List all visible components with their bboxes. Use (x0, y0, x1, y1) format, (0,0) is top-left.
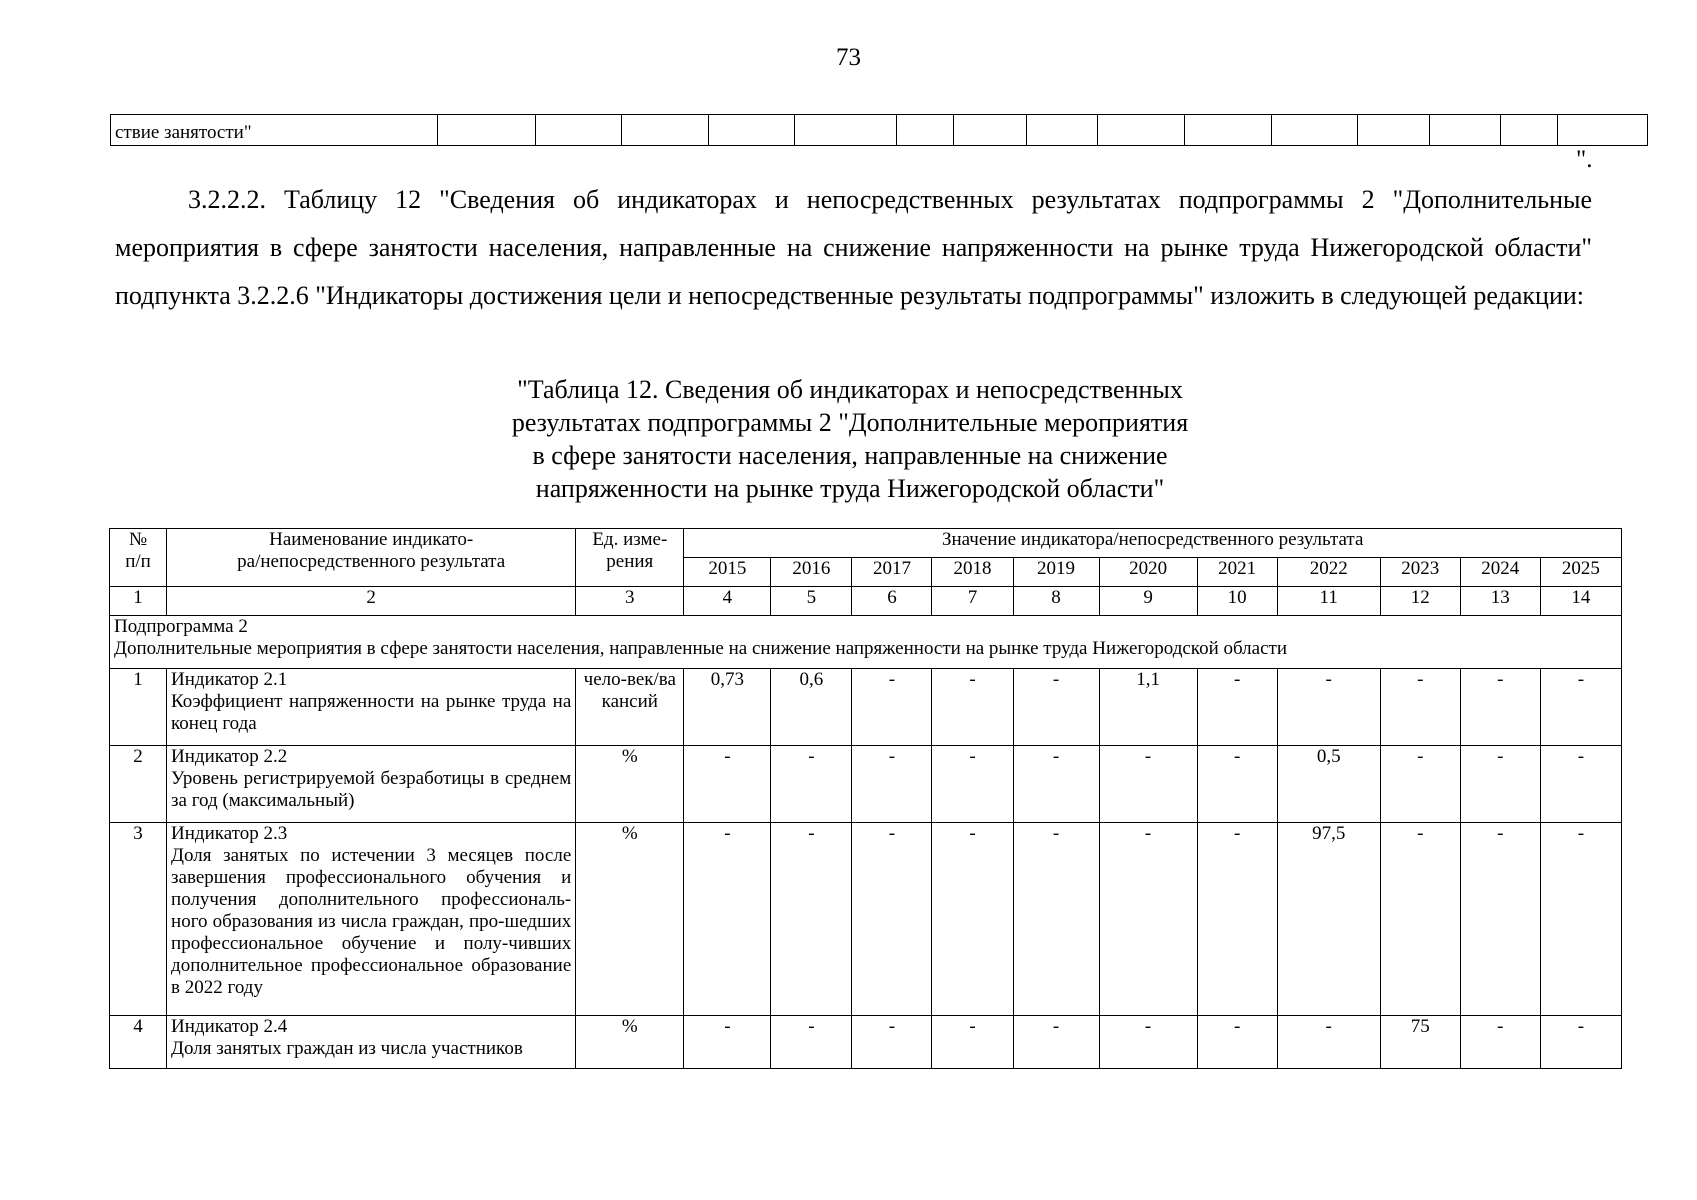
value-cell: - (852, 746, 932, 823)
value-cell: - (771, 1016, 852, 1069)
table-caption (460, 373, 1240, 505)
value-cell: 97,5 (1277, 823, 1380, 1016)
column-number: 9 (1099, 587, 1197, 616)
indicator-cell (167, 1016, 576, 1069)
table-caption-line: "Таблица 12. Сведения об индикаторах и непосредственных (517, 375, 1183, 404)
fragment-first-cell: ствие занятости" (111, 115, 438, 146)
column-number: 1 (110, 587, 167, 616)
value-cell: - (932, 669, 1013, 746)
unit-cell: чело-век/вакансий (576, 669, 684, 746)
value-cell: - (1197, 746, 1277, 823)
value-cell: 0,5 (1277, 746, 1380, 823)
indicator-description: Коэффициент напряженности на рынке труда на конец года (171, 691, 572, 734)
value-cell: - (1460, 746, 1540, 823)
value-cell: - (1099, 1016, 1197, 1069)
indicator-description: Доля занятых по истечении 3 месяцев после завершения профессионального обучения и получения дополнительного профессиональ-ного образования из числа граждан, про-шедших профессиональное обучение и полу-чивших дополнительное профессиональное образование в 2022 году (171, 845, 572, 998)
table-row (110, 1016, 1622, 1069)
table-caption-line: результатах подпрограммы 2 "Дополнительные мероприятия (511, 408, 1189, 437)
column-number: 14 (1540, 587, 1621, 616)
value-cell: - (1197, 823, 1277, 1016)
indicator-title: Индикатор 2.3 (171, 823, 288, 844)
header-num-line1: № (128, 529, 148, 550)
value-cell: - (1013, 1016, 1099, 1069)
indicator-cell (167, 823, 576, 1016)
value-cell: - (852, 669, 932, 746)
header-year: 2025 (1540, 558, 1621, 587)
value-cell: - (932, 746, 1013, 823)
unit-cell: % (576, 746, 684, 823)
value-cell: - (1380, 669, 1460, 746)
column-number: 8 (1013, 587, 1099, 616)
value-cell: - (932, 1016, 1013, 1069)
table-caption-line: в сфере занятости населения, направленные на снижение (532, 441, 1168, 470)
header-year: 2020 (1099, 558, 1197, 587)
value-cell: 1,1 (1099, 669, 1197, 746)
header-values: Значение индикатора/непосредственного результата (684, 529, 1622, 558)
header-unit (576, 529, 684, 587)
page-number: 73 (836, 44, 861, 71)
indicator-title: Индикатор 2.2 (171, 746, 288, 767)
table-row (110, 823, 1622, 1016)
header-unit-line1: Ед. изме- (592, 529, 668, 550)
column-number: 7 (932, 587, 1013, 616)
value-cell: - (1013, 746, 1099, 823)
value-cell: - (684, 1016, 771, 1069)
value-cell: - (1013, 669, 1099, 746)
indicator-title: Индикатор 2.4 (171, 1016, 288, 1037)
header-name-line2: ра/непосредственного результата (237, 551, 506, 572)
value-cell: - (1197, 669, 1277, 746)
value-cell: - (1380, 823, 1460, 1016)
column-number: 5 (771, 587, 852, 616)
value-cell: - (1540, 823, 1621, 1016)
column-number: 11 (1277, 587, 1380, 616)
header-year: 2022 (1277, 558, 1380, 587)
header-year: 2018 (932, 558, 1013, 587)
value-cell: - (771, 746, 852, 823)
column-number: 3 (576, 587, 684, 616)
row-number: 1 (110, 669, 167, 746)
value-cell: - (1540, 669, 1621, 746)
table-row (110, 669, 1622, 746)
header-year: 2021 (1197, 558, 1277, 587)
value-cell: - (1099, 823, 1197, 1016)
header-year: 2016 (771, 558, 852, 587)
value-cell: - (1460, 669, 1540, 746)
value-cell: - (852, 1016, 932, 1069)
value-cell: - (684, 823, 771, 1016)
value-cell: - (1277, 1016, 1380, 1069)
value-cell: - (932, 823, 1013, 1016)
indicator-description: Уровень регистрируемой безработицы в среднем за год (максимальный) (171, 768, 572, 811)
closing-quote: ". (1576, 146, 1593, 173)
continued-table-fragment (110, 114, 1648, 146)
value-cell: - (1460, 1016, 1540, 1069)
value-cell: - (852, 823, 932, 1016)
header-year: 2023 (1380, 558, 1460, 587)
header-num-line2: п/п (125, 551, 151, 572)
column-number: 4 (684, 587, 771, 616)
row-number: 2 (110, 746, 167, 823)
column-number: 13 (1460, 587, 1540, 616)
indicator-cell (167, 746, 576, 823)
subprogram-title: Дополнительные мероприятия в сфере занятости населения, направленные на снижение напряженности на рынке труда Нижегородской области (114, 638, 1287, 659)
header-year: 2019 (1013, 558, 1099, 587)
indicator-cell (167, 669, 576, 746)
value-cell: - (1540, 1016, 1621, 1069)
amendment-paragraph (115, 176, 1592, 320)
value-cell: - (1013, 823, 1099, 1016)
row-number: 3 (110, 823, 167, 1016)
value-cell: - (1197, 1016, 1277, 1069)
indicator-title: Индикатор 2.1 (171, 669, 288, 690)
value-cell: 0,6 (771, 669, 852, 746)
indicator-description: Доля занятых граждан из числа участников (171, 1038, 523, 1059)
indicators-table (109, 528, 1622, 1069)
header-num (110, 529, 167, 587)
header-name (167, 529, 576, 587)
column-number: 10 (1197, 587, 1277, 616)
value-cell: - (1540, 746, 1621, 823)
subprogram-label: Подпрограмма 2 (114, 616, 248, 637)
value-cell: 75 (1380, 1016, 1460, 1069)
header-year: 2024 (1460, 558, 1540, 587)
value-cell: - (1380, 746, 1460, 823)
header-name-line1: Наименование индикато- (269, 529, 474, 550)
value-cell: 0,73 (684, 669, 771, 746)
value-cell: - (1099, 746, 1197, 823)
amendment-paragraph-text: 3.2.2.2. Таблицу 12 "Сведения об индикаторах и непосредственных результатах подпрограммы 2 "Дополнительные мероприятия в сфере занятости населения, направленные на снижение напряженности на рынке труда Нижегородской области" подпункта 3.2.2.6 "Индикаторы достижения цели и непосредственные результаты подпрограммы" изложить в следующей редакции: (115, 185, 1592, 310)
value-cell: - (1460, 823, 1540, 1016)
table-row (110, 746, 1622, 823)
column-number: 6 (852, 587, 932, 616)
header-year: 2017 (852, 558, 932, 587)
header-unit-line2: рения (606, 551, 654, 572)
header-year: 2015 (684, 558, 771, 587)
unit-cell: % (576, 1016, 684, 1069)
column-number: 2 (167, 587, 576, 616)
subprogram-cell (110, 616, 1622, 669)
value-cell: - (1277, 669, 1380, 746)
value-cell: - (684, 746, 771, 823)
unit-cell: % (576, 823, 684, 1016)
table-caption-line: напряженности на рынке труда Нижегородской области" (535, 474, 1165, 503)
column-number: 12 (1380, 587, 1460, 616)
value-cell: - (771, 823, 852, 1016)
row-number: 4 (110, 1016, 167, 1069)
